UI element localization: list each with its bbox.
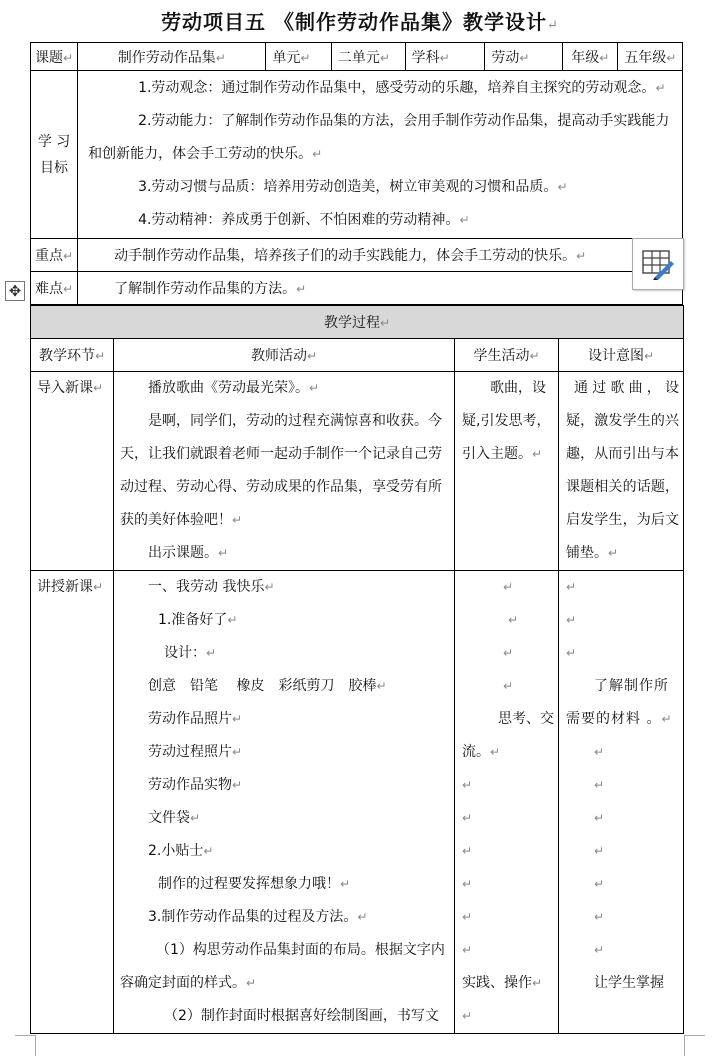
paragraph-mark: ↵	[547, 18, 559, 33]
lecture-intent: ↵ ↵ ↵ 了解制作所需要的材料 。↵ ↵ ↵ ↵ ↵ ↵ ↵ ↵ 让学生掌握	[559, 571, 684, 1034]
teacher-line: 2.小贴士↵	[148, 843, 214, 859]
subject-label: 学科↵	[405, 43, 485, 71]
intro-intent: 通过歌曲，设疑，激发学生的兴趣，从而引出与本课题相关的话题，启发学生，为后文铺垫。↵	[559, 372, 684, 571]
subject-value: 劳动↵	[485, 43, 563, 71]
column-header-stage: 教学环节↵	[31, 339, 114, 372]
lecture-teacher	[114, 571, 455, 1034]
teacher-line: 播放歌曲《劳动最光荣》。↵	[148, 380, 320, 396]
unit-value: 二单元↵	[331, 43, 405, 71]
goal-item: 2.劳动能力：了解制作劳动作品集的方法，会用手制作劳动作品集，提高动手实践能力和创新能力，体会手工劳动的快乐。↵	[88, 113, 670, 162]
lecture-student: ↵ ↵ ↵ ↵ 思考、交流。↵ ↵ ↵ ↵ ↵ ↵ ↵ 实践、操作↵ ↵	[455, 571, 559, 1034]
intro-student: 歌曲，设疑,引发思考，引入主题。↵	[455, 372, 559, 571]
course-value: 制作劳动作品集↵	[78, 43, 266, 71]
lecture-stage: 讲授新课↵	[31, 571, 114, 1034]
crop-mark	[15, 1035, 36, 1056]
student-activity: 实践、操作↵	[462, 975, 543, 991]
process-title: 教学过程↵	[31, 306, 684, 339]
difficulty-label: 难点↵	[31, 272, 78, 305]
course-label: 课题↵	[31, 43, 78, 71]
teacher-line: （2）制作封面时根据喜好绘制图画，书写文	[164, 1008, 439, 1024]
difficulty-text: 了解制作劳动作品集的方法。↵	[78, 272, 683, 305]
intro-teacher	[114, 372, 455, 571]
teacher-line: 设计：↵	[164, 645, 217, 661]
goal-item: 3.劳动习惯与品质：培养用劳动创造美，树立审美观的习惯和品质。↵	[138, 179, 568, 195]
teacher-line: 3.制作劳动作品集的过程及方法。↵	[148, 909, 368, 925]
goals-content	[78, 71, 683, 239]
table-move-handle-icon[interactable]: ✥	[5, 281, 25, 301]
teacher-line: （1）构思劳动作品集封面的布局。根据文字内容确定封面的样式。↵	[120, 942, 445, 991]
goal-item: 4.劳动精神：养成勇于创新、不怕困难的劳动精神。↵	[138, 212, 470, 228]
design-intent: 让学生掌握	[594, 975, 664, 991]
crop-mark	[684, 1035, 705, 1056]
title-text: 劳动项目五 《制作劳动作品集》教学设计	[161, 10, 548, 34]
grade-label: 年级↵	[563, 43, 618, 71]
intro-stage: 导入新课↵	[31, 372, 114, 571]
teaching-process-table	[30, 305, 684, 1034]
teacher-line: 劳动过程照片↵	[148, 744, 243, 760]
column-header-intent: 设计意图↵	[559, 339, 684, 372]
design-intent: 了解制作所需要的材料 。↵	[566, 678, 673, 727]
goal-item: 1.劳动观念：通过制作劳动作品集中，感受劳动的乐趣，培养自主探究的劳动观念。↵	[138, 80, 666, 96]
teacher-line: 文件袋↵	[148, 810, 201, 826]
teacher-line: 创意 铅笔 橡皮 彩纸剪刀 胶棒↵	[148, 678, 387, 694]
grade-value: 五年级↵	[618, 43, 683, 71]
goals-label: 学 习 目标	[31, 71, 78, 239]
column-header-teacher: 教师活动↵	[114, 339, 455, 372]
table-tools-button[interactable]	[632, 238, 684, 290]
teacher-line: 一、我劳动 我快乐↵	[148, 579, 275, 595]
key-point-text: 动手制作劳动作品集，培养孩子们的动手实践能力，体会手工劳动的快乐。↵	[78, 239, 683, 272]
teacher-line: 劳动作品照片↵	[148, 711, 243, 727]
teacher-line: 制作的过程要发挥想象力哦！↵	[158, 876, 351, 892]
table-edit-icon	[641, 247, 675, 281]
lesson-info-table	[30, 42, 683, 305]
teacher-line: 1.准备好了↵	[158, 612, 238, 628]
key-point-label: 重点↵	[31, 239, 78, 272]
teacher-line: 是啊，同学们，劳动的过程充满惊喜和收获。今天，让我们就跟着老师一起动手制作一个记录自己劳动过程、劳动心得、劳动成果的作品集，享受劳有所获的美好体验吧！↵	[120, 413, 442, 528]
column-header-student: 学生活动↵	[455, 339, 559, 372]
teacher-line: 出示课题。↵	[148, 545, 229, 561]
document-title	[0, 6, 720, 35]
teacher-line: 劳动作品实物↵	[148, 777, 243, 793]
unit-label: 单元↵	[266, 43, 332, 71]
student-activity: 思考、交流。↵	[462, 711, 554, 760]
